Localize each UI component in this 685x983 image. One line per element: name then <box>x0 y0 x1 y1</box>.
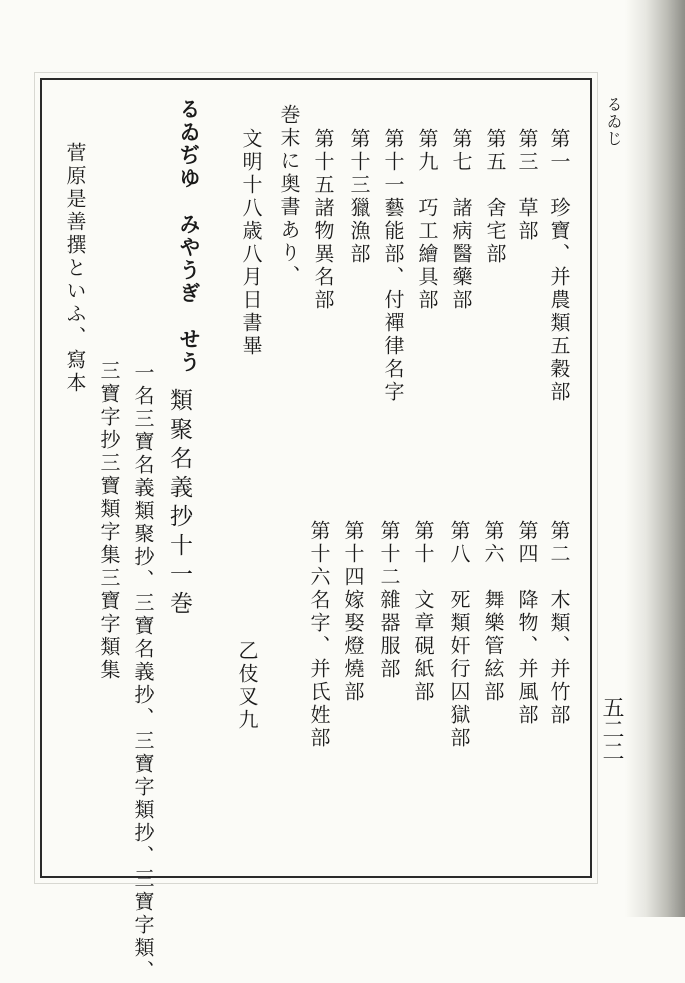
page-edge-shadow <box>625 0 685 917</box>
toc-item: 第二 木類、并竹部 <box>547 520 571 727</box>
colophon-cyclic-date: 乙伎叉九 <box>235 640 259 732</box>
entry-title: 類聚名義抄十一巻 <box>166 388 192 620</box>
toc-item: 第八 死類奸行囚獄部 <box>447 520 471 750</box>
entry-aliases: 一名三寶名義類聚抄、三寶名義抄、三寶字類抄、三寶字類、 <box>131 362 155 983</box>
entry-aliases-continued: 三寶字抄三寶類字集三寶字類集 <box>97 360 121 682</box>
running-header: るゐじ <box>604 96 623 147</box>
toc-item: 第十三獵漁部 <box>347 128 371 266</box>
toc-item: 第十 文章硯紙部 <box>411 520 435 704</box>
toc-item: 第十六名字、并氏姓部 <box>307 520 331 750</box>
toc-item: 第十四嫁娶燈燒部 <box>341 520 365 704</box>
toc-item: 第九 巧工繪具部 <box>415 128 439 312</box>
toc-item: 第三 草部 <box>515 128 539 243</box>
toc-item: 第四 降物、并風部 <box>515 520 539 727</box>
colophon-note: 巻末に奥書あり、 <box>277 104 301 288</box>
toc-item: 第一 珍寶、并農類五穀部 <box>547 128 571 404</box>
toc-item: 第七 諸病醫藥部 <box>449 128 473 312</box>
page-number: 五二二 <box>599 696 624 762</box>
toc-item: 第十五諸物異名部 <box>311 128 335 312</box>
toc-item: 第十一藝能部、付禪律名字 <box>381 128 405 404</box>
toc-item: 第十二雜器服部 <box>377 520 401 681</box>
colophon-date: 文明十八歳八月日書畢 <box>239 128 263 358</box>
entry-reading: るゐぢゆ みやうぎ せう <box>177 98 202 374</box>
toc-item: 第五 舍宅部 <box>483 128 507 266</box>
entry-author: 菅原是善撰といふ、寫本 <box>63 142 87 395</box>
toc-item: 第六 舞樂管絃部 <box>481 520 505 704</box>
